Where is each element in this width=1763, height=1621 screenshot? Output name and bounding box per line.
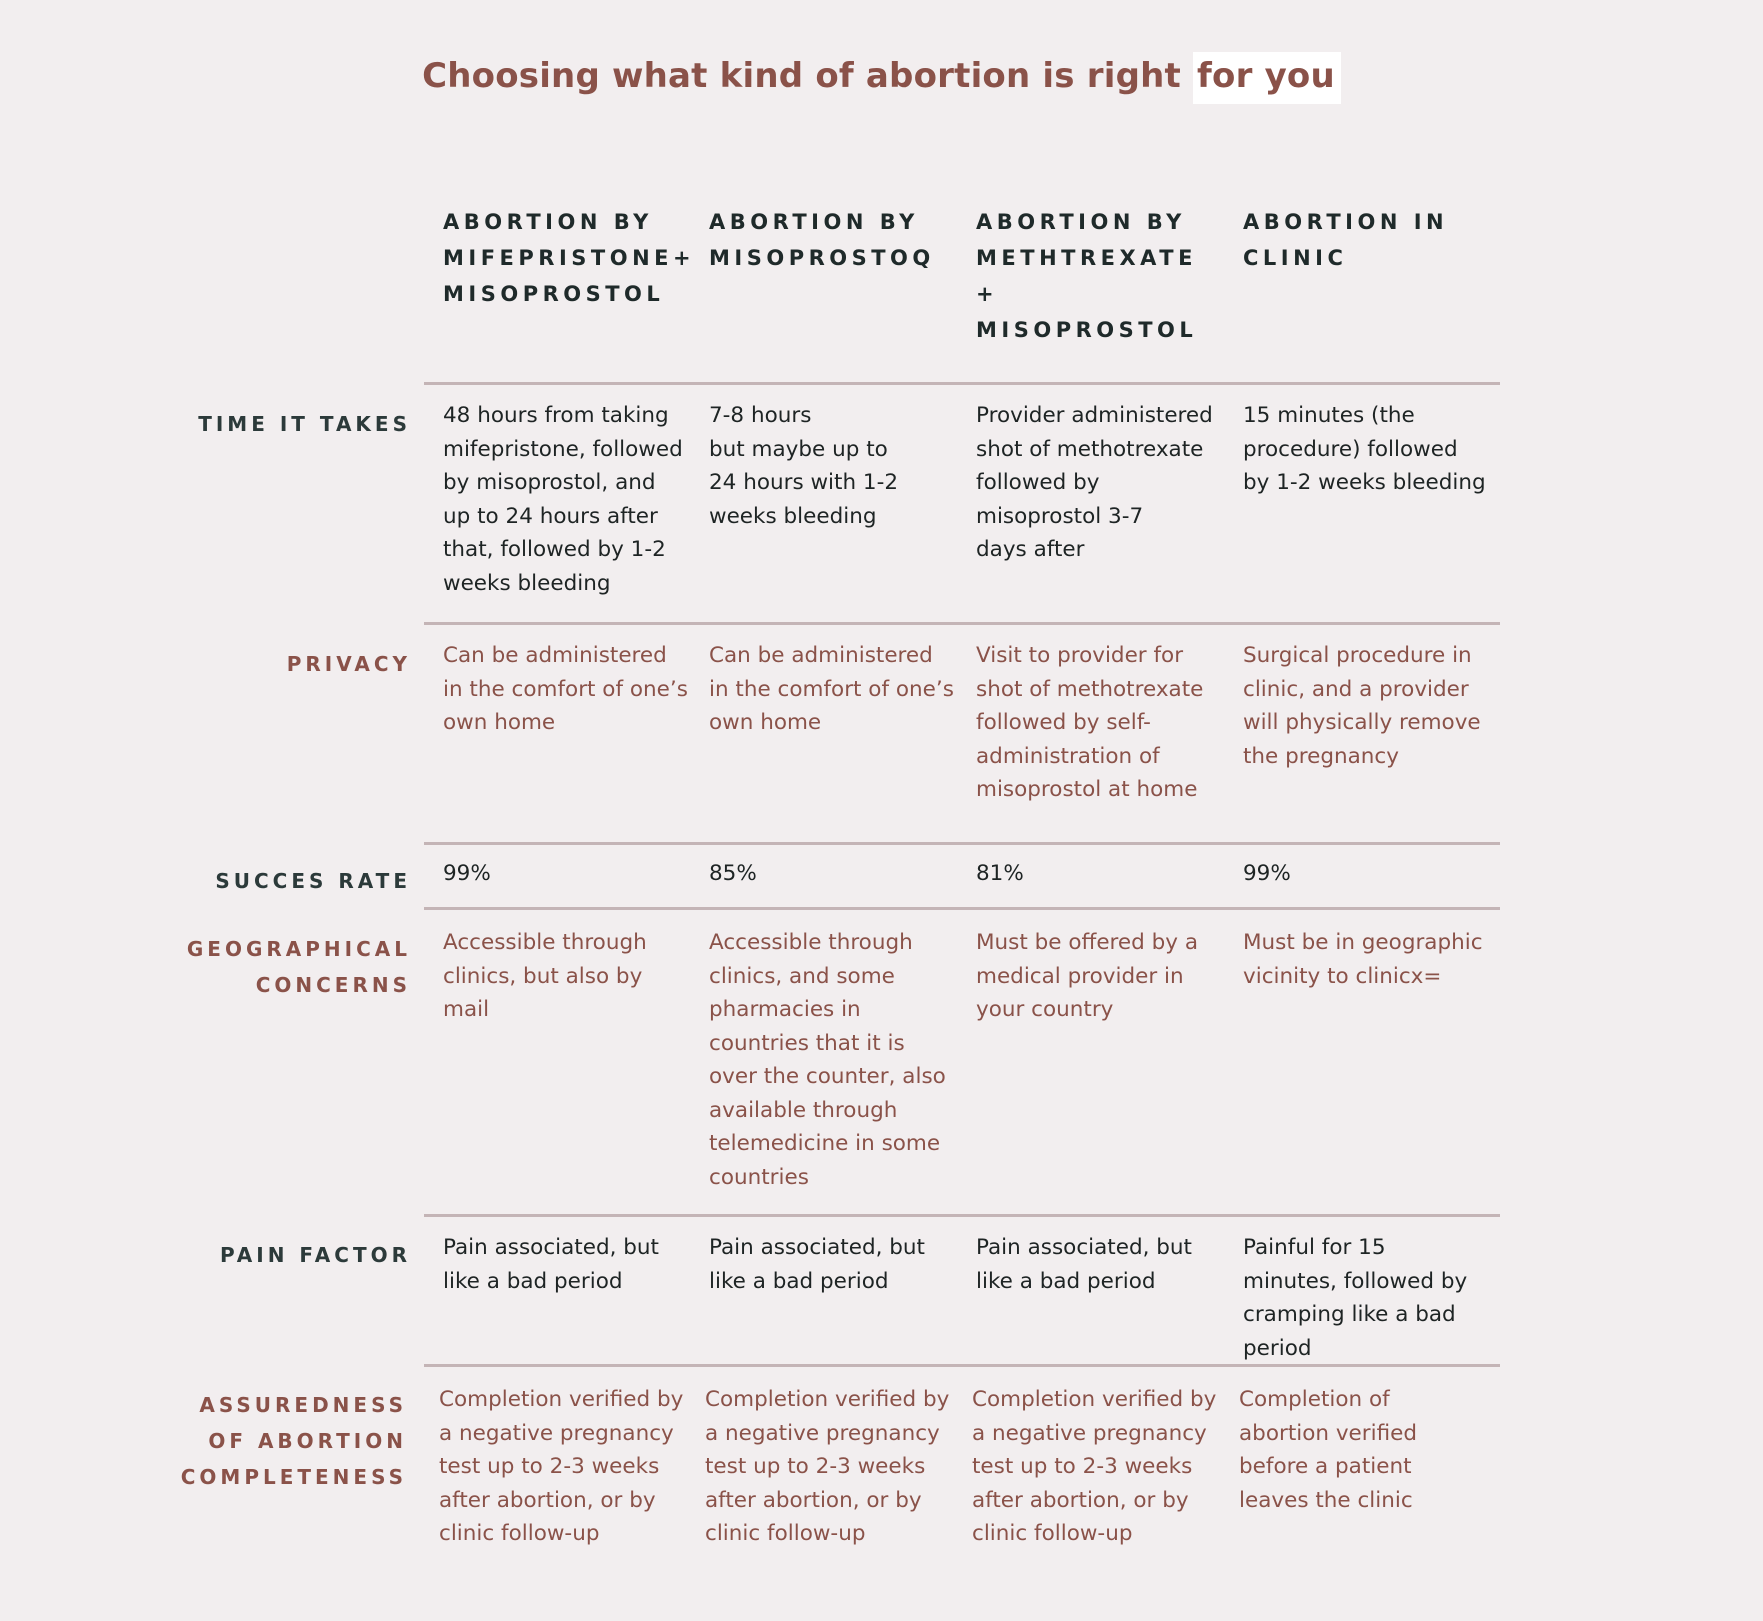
- cell-geo-mifepristone: Accessible through clinics, but also by mail: [443, 930, 647, 1022]
- row-divider: [424, 907, 1500, 910]
- row-label-geographical-concerns: GEOGRAPHICAL CONCERNS: [186, 937, 411, 997]
- row-label-assuredness: ASSUREDNESS OF ABORTION COMPLETENESS: [180, 1393, 407, 1489]
- cell-geo-clinic: Must be in geographic vicinity to clinicx=: [1243, 930, 1483, 989]
- cell-assured-mifepristone: Completion verified by a negative pregnancy test up to 2-3 weeks after abortion, or by clinic follow-up: [439, 1387, 684, 1546]
- cell-time-misoprostol: 7-8 hours but maybe up to 24 hours with 1-2 weeks bleeding: [709, 403, 899, 529]
- cell-assured-misoprostol: Completion verified by a negative pregnancy test up to 2-3 weeks after abortion, or by clinic follow-up: [705, 1387, 950, 1546]
- cell-success-clinic: 99%: [1243, 861, 1291, 886]
- row-divider: [424, 842, 1500, 845]
- column-header-in-clinic: ABORTION IN CLINIC: [1243, 210, 1449, 270]
- row-label-privacy: PRIVACY: [286, 652, 411, 676]
- row-label-success-rate: SUCCES RATE: [215, 869, 411, 893]
- row-label-pain-factor: PAIN FACTOR: [219, 1243, 411, 1267]
- cell-privacy-mifepristone: Can be administered in the comfort of one’s own home: [443, 643, 688, 735]
- cell-privacy-methotrexate: Visit to provider for shot of methotrexate followed by self- administration of misoprostol at home: [976, 643, 1204, 802]
- page-title: [0, 56, 1763, 96]
- cell-success-misoprostol: 85%: [709, 861, 757, 886]
- cell-privacy-clinic: Surgical procedure in clinic, and a provider will physically remove the pregnancy: [1243, 643, 1481, 769]
- cell-assured-methotrexate: Completion verified by a negative pregnancy test up to 2-3 weeks after abortion, or by clinic follow-up: [972, 1387, 1217, 1546]
- row-divider: [424, 622, 1500, 625]
- row-label-time-it-takes: TIME IT TAKES: [198, 412, 411, 436]
- row-divider: [424, 382, 1500, 385]
- column-header-misoprostol: ABORTION BY MISOPROSTOQ: [709, 210, 935, 270]
- cell-time-clinic: 15 minutes (the procedure) followed by 1-2 weeks bleeding: [1243, 403, 1486, 495]
- cell-time-methotrexate: Provider administered shot of methotrexate followed by misoprostol 3-7 days after: [976, 403, 1213, 562]
- cell-pain-clinic: Painful for 15 minutes, followed by cramping like a bad period: [1243, 1235, 1468, 1361]
- cell-success-mifepristone: 99%: [443, 861, 491, 886]
- cell-privacy-misoprostol: Can be administered in the comfort of one’s own home: [709, 643, 954, 735]
- title-highlight: for you: [1193, 52, 1341, 104]
- row-divider: [424, 1214, 1500, 1217]
- cell-time-mifepristone: 48 hours from taking mifepristone, followed by misoprostol, and up to 24 hours after that, followed by 1-2 weeks bleeding: [443, 403, 683, 596]
- cell-pain-misoprostol: Pain associated, but like a bad period: [709, 1235, 925, 1294]
- cell-pain-mifepristone: Pain associated, but like a bad period: [443, 1235, 659, 1294]
- column-header-mifepristone-misoprostol: ABORTION BY MIFEPRISTONE+ MISOPROSTOL: [443, 210, 696, 306]
- cell-success-methotrexate: 81%: [976, 861, 1024, 886]
- title-main: Choosing what kind of abortion is right: [422, 56, 1194, 96]
- cell-geo-methotrexate: Must be offered by a medical provider in your country: [976, 930, 1199, 1022]
- cell-pain-methotrexate: Pain associated, but like a bad period: [976, 1235, 1192, 1294]
- cell-geo-misoprostol: Accessible through clinics, and some pharmacies in countries that it is over the counter, also available through telemedicine in some countries: [709, 930, 946, 1190]
- column-header-methotrexate-misoprostol: ABORTION BY METHTREXATE + MISOPROSTOL: [976, 210, 1198, 342]
- cell-assured-clinic: Completion of abortion verified before a patient leaves the clinic: [1239, 1387, 1418, 1513]
